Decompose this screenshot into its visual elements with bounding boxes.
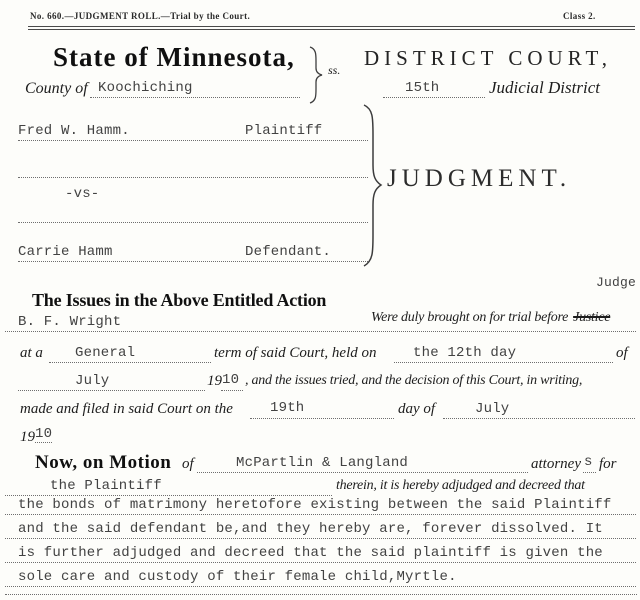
- attorney-plural-field: [583, 454, 596, 473]
- year-prefix: 19: [207, 373, 222, 389]
- motion-heading: Now, on Motion: [35, 452, 172, 473]
- decree-line-row: [5, 519, 636, 539]
- filed-month-value: July: [475, 401, 510, 417]
- term-type-field: [49, 344, 211, 363]
- attorney-label: attorney: [531, 456, 581, 472]
- judge-name: B. F. Wright: [18, 314, 122, 330]
- term-type-value: General: [75, 345, 136, 361]
- year-field: [221, 372, 243, 391]
- party-for-field: [5, 477, 332, 496]
- year-prefix-2: 19: [20, 429, 35, 445]
- class-label: Class 2.: [563, 11, 596, 21]
- form-number-title: No. 660.—JUDGMENT ROLL.—Trial by the Court.: [30, 11, 251, 21]
- district-number-value: 15th: [405, 80, 440, 96]
- party-for-value: the Plaintiff: [50, 478, 162, 494]
- inserted-judge-word: Judge: [596, 275, 637, 290]
- decree-line-row: [5, 543, 636, 563]
- held-on-field: [394, 344, 613, 363]
- attorney-name-field: [197, 454, 528, 473]
- issues-preprinted: Were duly brought on for trial before: [371, 310, 569, 325]
- trailing-blank-line: [5, 576, 637, 595]
- defendant-row: [18, 242, 368, 262]
- versus-label: -vs-: [65, 186, 100, 202]
- motion-of-label: of: [182, 456, 194, 472]
- filed-preprinted: made and filed in said Court on the: [20, 401, 233, 417]
- attorney-name-value: McPartlin & Langland: [236, 455, 409, 471]
- year-value-2: 10: [35, 426, 53, 442]
- issues-heading: The Issues in the Above Entitled Action: [32, 290, 327, 310]
- filed-month-field: [443, 400, 635, 419]
- term-preprinted: term of said Court, held on: [214, 345, 377, 361]
- judge-name-row: [5, 312, 636, 332]
- plaintiff-label: Plaintiff: [245, 123, 323, 139]
- ss-brace-icon: [307, 46, 323, 104]
- held-on-value: the 12th day: [413, 345, 517, 361]
- plaintiff-name: Fred W. Hamm.: [18, 123, 130, 139]
- therein-preprinted: therein, it is hereby adjudged and decreed that: [336, 478, 585, 493]
- month-field: [18, 372, 205, 391]
- filed-day-field: [250, 400, 394, 419]
- decree-line-2: and the said defendant be,and they hereby are, forever dissolved. It: [18, 521, 603, 537]
- of-label: of: [616, 345, 628, 361]
- month-value: July: [75, 373, 110, 389]
- plaintiff-row: [18, 121, 368, 141]
- defendant-label: Defendant.: [245, 244, 332, 260]
- state-heading: State of Minnesota,: [53, 42, 295, 72]
- district-label: Judicial District: [489, 78, 600, 97]
- county-value: Koochiching: [98, 80, 193, 96]
- tried-preprinted: , and the issues tried, and the decision of this Court, in writing,: [245, 373, 583, 388]
- struck-justice-word: Justice: [573, 310, 611, 325]
- defendant-name: Carrie Hamm: [18, 244, 113, 260]
- decree-line-3: is further adjudged and decreed that the said plaintiff is given the: [18, 545, 603, 561]
- blank-caption-line: [18, 159, 368, 178]
- for-label: for: [599, 456, 617, 472]
- day-of-label: day of: [398, 401, 436, 417]
- court-title: DISTRICT COURT,: [364, 46, 612, 70]
- decree-line-row: [5, 495, 636, 515]
- decree-line-4: sole care and custody of their female child,Myrtle.: [18, 569, 457, 585]
- double-rule: [28, 26, 635, 30]
- year-value: 10: [222, 372, 240, 388]
- blank-caption-line: [18, 204, 368, 223]
- decree-line-1: the bonds of matrimony heretofore existing between the said Plaintiff: [18, 497, 612, 513]
- at-a-label: at a: [20, 345, 43, 361]
- filed-day-value: 19th: [270, 400, 305, 416]
- year-field-2: [34, 428, 58, 445]
- ss-label: ss.: [328, 63, 341, 77]
- county-field: [90, 79, 300, 98]
- district-number-field: [383, 79, 485, 98]
- caption-brace-icon: [360, 103, 384, 268]
- document-title: JUDGMENT.: [387, 165, 572, 192]
- attorney-plural-value: s: [584, 454, 593, 470]
- county-label: County of: [25, 80, 88, 97]
